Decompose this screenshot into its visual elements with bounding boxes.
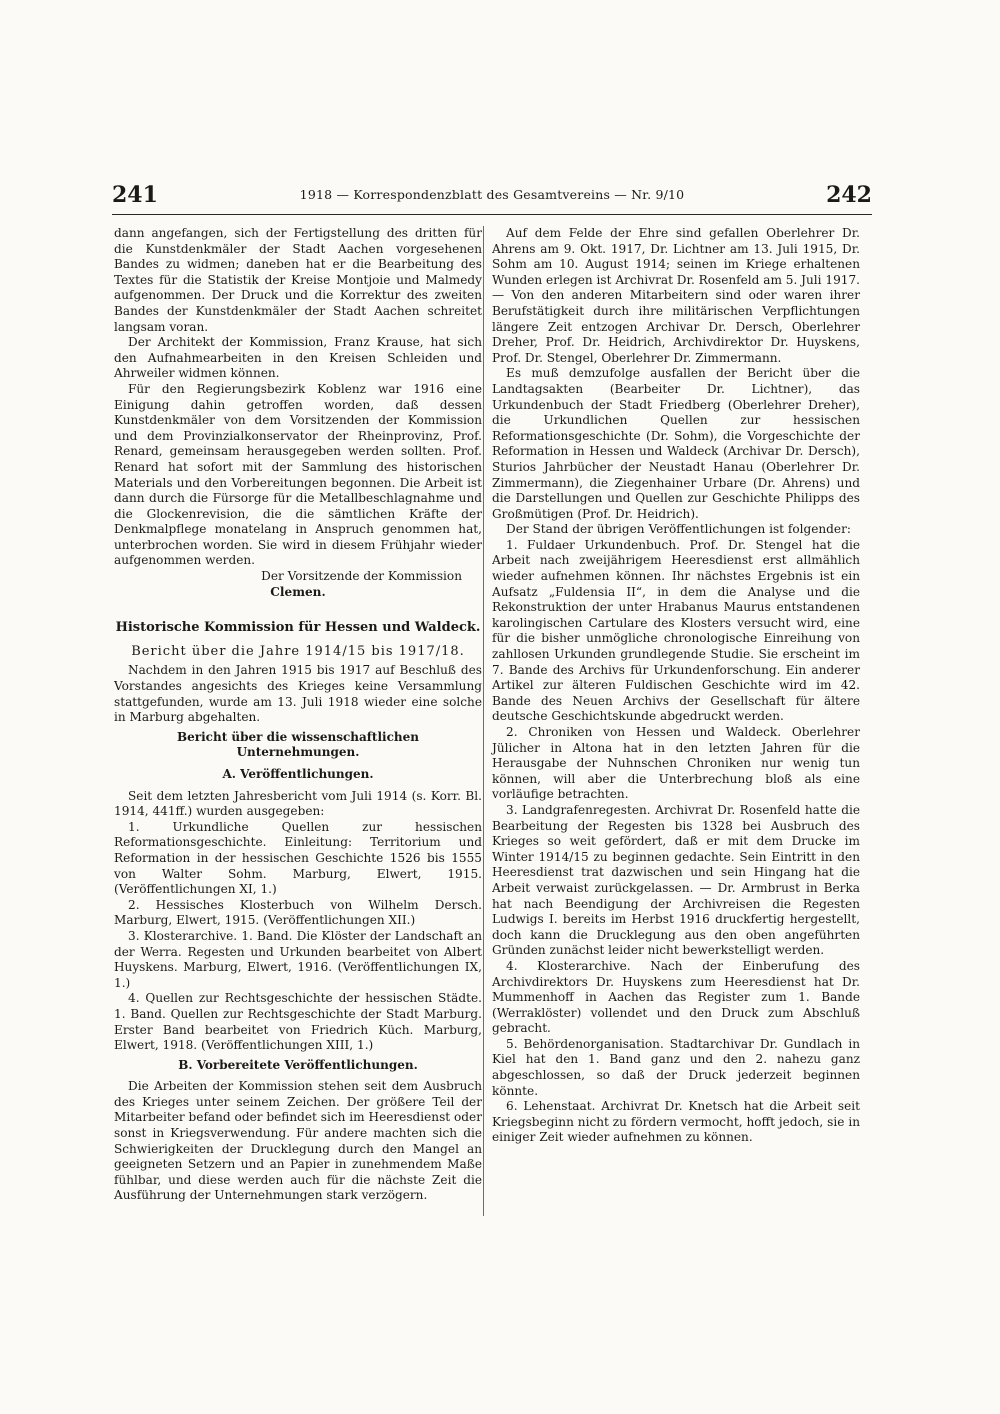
list-item: 2. Chroniken von Hessen und Waldeck. Oberlehrer Jülicher in Altona hat in den letzten Jahren für die Herausgabe der Nuhnschen Chroniken nur wenig tun können, will aber die Unterbrechung bloß als eine vorläufige betrachten. xyxy=(492,725,860,802)
page-header xyxy=(112,182,872,215)
paragraph: Nachdem in den Jahren 1915 bis 1917 auf Beschluß des Vorstandes angesichts des Krieges keine Versammlung stattgefunden, wurde am 13. Juli 1918 wieder eine solche in Marburg abgehalten. xyxy=(114,663,482,725)
page-number-right: 242 xyxy=(826,182,872,208)
subsection-a-title: A. Veröffentlichungen. xyxy=(222,767,374,781)
paragraph: dann angefangen, sich der Fertigstellung des dritten für die Kunstdenkmäler der Stadt Aachen vorgesehenen Bandes zu widmen; daneben hat er die Bearbeitung des Textes für die Statistik der Kreise Montjoie und Malmedy aufgenommen. Der Druck und die Korrektur des zweiten Bandes der Kunstdenkmäler der Stadt Aachen schreitet langsam voran. xyxy=(114,226,482,334)
paragraph: Seit dem letzten Jahresbericht vom Juli 1914 (s. Korr. Bl. 1914, 441ff.) wurden ausgegeben: xyxy=(114,788,482,819)
list-item: 6. Lehenstaat. Archivrat Dr. Knetsch hat die Arbeit seit Kriegsbeginn nicht zu fördern vermocht, hofft jedoch, sie in einiger Zeit wieder aufnehmen zu können. xyxy=(492,1099,860,1145)
subsection-title: Bericht über die wissenschaftlichen Unternehmungen. xyxy=(177,729,419,760)
paragraph: Für den Regierungsbezirk Koblenz war 1916 eine Einigung dahin getroffen worden, daß dessen Kunstdenkmäler von dem Vorsitzenden der Kommission und dem Provinzialkonservator der Rheinprovinz, Prof. Renard, gemeinsam herausgegeben werden sollten. Prof. Renard hat sofort mit der Sammlung des historischen Materials und den Vorbereitungen begonnen. Die Arbeit ist dann durch die Fürsorge für die Metallbeschlagnahme und die Glockenrevision, die die sämtlichen Kräfte der Denkmalpflege monatelang in Anspruch genommen hat, unterbrochen worden. Sie wird in diesem Frühjahr wieder aufgenommen werden. xyxy=(114,381,482,568)
list-item: 3. Klosterarchive. 1. Band. Die Klöster der Landschaft an der Werra. Regesten und Urkunden bearbeitet von Albert Huyskens. Marburg, Elwert, 1916. (Veröffentlichungen IX, 1.) xyxy=(114,928,482,990)
left-column xyxy=(114,226,482,1204)
column-divider xyxy=(483,226,484,1216)
list-item: 4. Quellen zur Rechtsgeschichte der hessischen Städte. 1. Band. Quellen zur Rechtsgeschichte der Stadt Marburg. Erster Band bearbeitet von Friedrich Küch. Marburg, Elwert, 1918. (Veröffentlichungen XIII, 1.) xyxy=(114,991,482,1053)
list-item: 1. Urkundliche Quellen zur hessischen Reformationsgeschichte. Einleitung: Territorium und Reformation in der hessischen Geschichte 1526 bis 1555 von Walter Sohm. Marburg, Elwert, 1915. (Veröffentlichungen XI, 1.) xyxy=(114,819,482,897)
report-title: Bericht über die Jahre 1914/15 bis 1917/18. xyxy=(131,643,465,659)
paragraph: Die Arbeiten der Kommission stehen seit dem Ausbruch des Krieges unter seinem Zeichen. Der größere Teil der Mitarbeiter befand oder befindet sich im Heeresdienst oder sonst in Kriegsverwendung. Für andere machten sich die Schwierigkeiten der Drucklegung durch den Mangel an geeigneten Setzern und an Papier in zunehmendem Maße fühlbar, und diese werden auch für die nächste Zeit die Ausführung der Unternehmungen stark verzögern. xyxy=(114,1079,482,1203)
paragraph: Der Architekt der Kommission, Franz Krause, hat sich den Aufnahmearbeiten in den Kreisen Schleiden und Ahrweiler widmen können. xyxy=(114,335,482,381)
list-item: 4. Klosterarchive. Nach der Einberufung des Archivdirektors Dr. Huyskens zum Heeresdienst hat Dr. Mummenhoff in Aachen das Register zum 1. Bande (Werraklöster) vollendet und den Druck zum Abschluß gebracht. xyxy=(492,958,860,1036)
page-number-left: 241 xyxy=(112,182,158,208)
paragraph: Es muß demzufolge ausfallen der Bericht über die Landtagsakten (Bearbeiter Dr. Lichtner), das Urkundenbuch der Stadt Friedberg (Oberlehrer Dreher), die Urkundlichen Quellen zur hessischen Reformationsgeschichte (Dr. Sohm), die Vorgeschichte der Reformation in Hessen und Waldeck (Archivar Dr. Dersch), Sturios Jahrbücher der Neustadt Hanau (Oberlehrer Dr. Zimmermann), die Ziegenhainer Urbare (Dr. Ahrens) und die Darstellungen und Quellen zur Geschichte Philipps des Großmütigen (Prof. Dr. Heidrich). xyxy=(492,366,860,521)
subsection-b-title: B. Vorbereitete Veröffentlichungen. xyxy=(178,1057,418,1072)
signature-name: Clemen. xyxy=(270,584,326,599)
signature-line: Der Vorsitzende der Kommission xyxy=(261,569,462,584)
running-head: 1918 — Korrespondenzblatt des Gesamtvereins — Nr. 9/10 xyxy=(299,187,685,202)
list-item: 1. Fuldaer Urkundenbuch. Prof. Dr. Stengel hat die Arbeit nach zweijährigem Heeresdienst erst allmählich wieder aufnehmen können. Ihr nächstes Ergebnis ist ein Aufsatz „Fuldensia II“, in dem die Analyse und die Rekonstruktion der unter Hrabanus Maurus entstandenen karolingischen Cartulare des Klosters versucht wird, eine für die bisher unmögliche chronologische Einreihung von zahllosen Urkunden grundlegende Studie. Sie erscheint im 7. Bande des Archivs für Urkundenforschung. Ein anderer Artikel zur älteren Fuldischen Geschichte wird im 42. Bande des Neuen Archivs der Gesellschaft für ältere deutsche Geschichtskunde abgedruckt werden. xyxy=(492,537,860,724)
right-column xyxy=(492,226,860,1146)
section-title: Historische Kommission für Hessen und Waldeck. xyxy=(115,620,481,636)
list-item: 5. Behördenorganisation. Stadtarchivar Dr. Gundlach in Kiel hat den 1. Band ganz und den 2. nahezu ganz abgeschlossen, so daß der Druck jederzeit beginnen könnte. xyxy=(492,1036,860,1098)
paragraph: Der Stand der übrigen Veröffentlichungen ist folgender: xyxy=(506,522,851,537)
list-item: 2. Hessisches Klosterbuch von Wilhelm Dersch. Marburg, Elwert, 1915. (Veröffentlichungen XII.) xyxy=(114,897,482,928)
paragraph: Auf dem Felde der Ehre sind gefallen Oberlehrer Dr. Ahrens am 9. Okt. 1917, Dr. Lichtner am 13. Juli 1915, Dr. Sohm am 10. August 1914; seinen im Kriege erhaltenen Wunden erlegen ist Archivrat Dr. Rosenfeld am 5. Juli 1917. — Von den anderen Mitarbeitern sind oder waren ihrer Berufstätigkeit durch ihre militärischen Verpflichtungen längere Zeit entzogen Archivar Dr. Dersch, Oberlehrer Dreher, Prof. Dr. Heidrich, Archivdirektor Dr. Huyskens, Prof. Dr. Stengel, Oberlehrer Dr. Zimmermann. xyxy=(492,226,861,365)
list-item: 3. Landgrafenregesten. Archivrat Dr. Rosenfeld hatte die Bearbeitung der Regesten bis 1328 bei Ausbruch des Krieges so weit gefördert, daß er mit dem Drucke im Winter 1914/15 zu beginnen gedachte. Sein Eintritt in den Heeresdienst trat dazwischen und sein Hingang hat die Arbeit verwaist zurückgelassen. — Dr. Armbrust in Berka hat nach Beendigung der Archivreisen die Regesten Ludwigs I. bereits im Herbst 1916 druckfertig hergestellt, doch kann die Drucklegung aus den oben angeführten Gründen zunächst leider nicht bewerkstelligt werden. xyxy=(492,802,860,958)
